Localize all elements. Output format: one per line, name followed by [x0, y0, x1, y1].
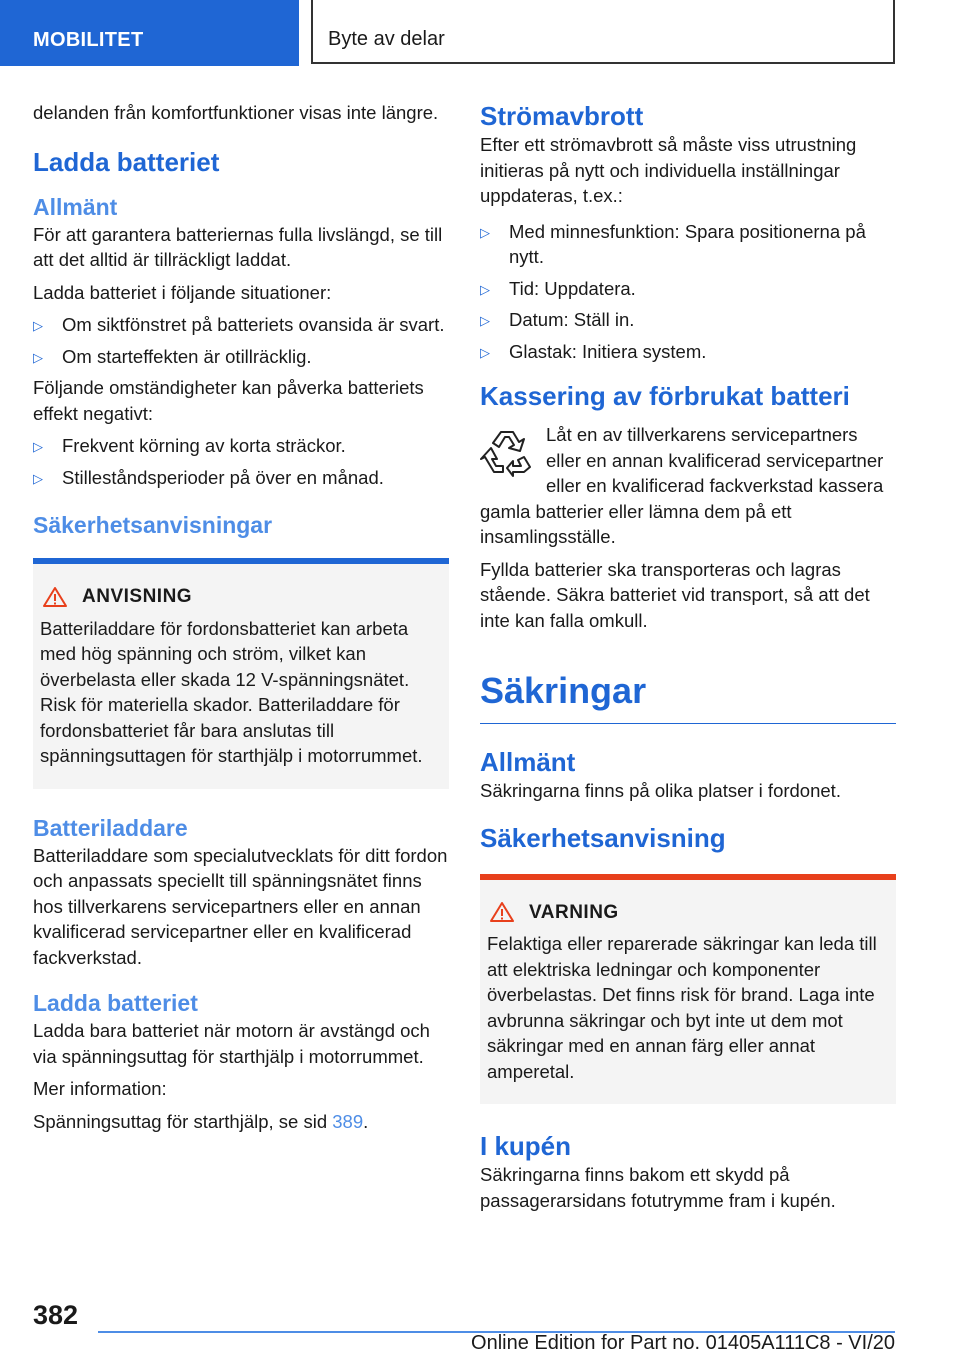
- kupe-text: Säkringarna finns bakom ett skydd på passagerarsidans fotutrymme fram i kupén.: [480, 1164, 836, 1211]
- list-item: ▷ Tid: Uppdatera.: [480, 276, 896, 302]
- page-number: 382: [33, 1300, 79, 1330]
- triangle-bullet-icon: ▷: [33, 439, 43, 454]
- footer-edition: Online Edition for Part no. 01405A111C8 - VI/20: [471, 1332, 895, 1354]
- warning-title: VARNING: [529, 901, 619, 923]
- heading-batteriladdare: Batteriladdare: [33, 814, 188, 841]
- warning-text: Felaktiga eller reparerade säkringar kan leda till att elektriska ledningar och komponenter överbelastas. Det finns risk för brand. Laga inte avbrunna säkringar och byt inte ut dem mot säkringar med en annan färg eller annat amperetal.: [487, 933, 877, 1082]
- reference-text: Spänningsuttag för starthjälp, se sid 389.: [33, 1110, 369, 1132]
- warning-box: [480, 874, 896, 1105]
- chapter-tab[interactable]: MOBILITET: [0, 0, 299, 66]
- list-item: ▷ Med minnesfunktion: Spara positionerna på nytt.: [480, 220, 866, 267]
- mer-information: Mer information:: [33, 1078, 167, 1099]
- list-item: ▷ Om siktfönstret på batteriets ovansida är svart.: [33, 312, 449, 338]
- allmant-text: För att garantera batteriernas fulla livslängd, se till att det alltid är tillräckligt laddat.: [33, 223, 443, 270]
- notice-box: [33, 558, 449, 789]
- omstandigheter-list: [33, 433, 449, 490]
- left-column: [33, 100, 449, 1141]
- heading-allmant: Allmänt: [33, 193, 118, 220]
- heading-i-kupen: I kupén: [480, 1131, 572, 1161]
- heading-stromavbrott: Strömavbrott: [480, 101, 644, 131]
- list-item: ▷ Om starteffekten är otillräcklig.: [33, 344, 449, 370]
- list-item: ▷ Frekvent körning av korta sträckor.: [33, 433, 449, 459]
- warning-triangle-icon: [42, 586, 68, 608]
- omstandigheter-text: Följande omständigheter kan påverka batteriets effekt negativt:: [33, 377, 424, 424]
- heading-ladda-batteriet: Ladda batteriet: [33, 146, 220, 177]
- triangle-bullet-icon: ▷: [480, 344, 490, 360]
- list-item: ▷ Datum: Ställ in.: [480, 307, 896, 333]
- notice-text: Batteriladdare för fordonsbatteriet kan arbeta med hög spänning och ström, vilket kan överbelasta eller skada 12 V-spänningsnätet. Risk för materiella skador. Batteriladdare för fordonsbatteriet får bara anslutas till spänningsuttagen för starthjälp i motorrummet.: [40, 617, 423, 766]
- triangle-bullet-icon: ▷: [480, 281, 490, 297]
- page-link[interactable]: 389: [332, 1110, 364, 1132]
- heading-sakerhetsanvisning: Säkerhetsanvisning: [480, 822, 726, 853]
- triangle-bullet-icon: ▷: [33, 470, 43, 486]
- heading-ladda-batteriet-2: Ladda batteriet: [33, 990, 198, 1016]
- situationer-text: Ladda batteriet i följande situationer:: [33, 281, 332, 303]
- heading-sakerhetsanvisningar: Säkerhetsanvisningar: [33, 512, 273, 538]
- heading-sakringar: Säkringar: [480, 669, 896, 724]
- stromavbrott-list: [480, 219, 896, 365]
- triangle-bullet-icon: ▷: [33, 349, 43, 365]
- fyllda-text: Fyllda batterier ska transporteras och lagras stående. Säkra batteriet vid transport, så att det inte kan falla omkull.: [480, 558, 870, 631]
- sakringar-allmant-text: Säkringarna finns på olika platser i fordonet.: [480, 780, 841, 801]
- notice-title: ANVISNING: [82, 586, 193, 607]
- triangle-bullet-icon: ▷: [480, 224, 490, 240]
- right-column: [480, 100, 896, 1220]
- ladda-text: Ladda bara batteriet när motorn är avstängd och via spänningsuttag för starthjälp i motorrummet.: [33, 1020, 430, 1067]
- recycle-icon: [480, 426, 534, 478]
- heading-kassering: Kassering av förbrukat batteri: [480, 381, 850, 411]
- kassering-text: Låt en av tillverkarens servicepartners eller en annan kvalificerad servicepartner eller en kvalificerad fackverkstad kassera gamla batterier eller lämna dem på ett insamlingsställe.: [480, 424, 884, 547]
- warning-triangle-icon: [489, 901, 515, 923]
- triangle-bullet-icon: ▷: [480, 313, 490, 328]
- page-header: [0, 0, 960, 66]
- intro-text: delanden från komfortfunktioner visas inte längre.: [33, 102, 439, 123]
- section-title: Byte av delar: [311, 0, 895, 64]
- list-item: ▷ Glastak: Initiera system.: [480, 339, 896, 365]
- stromavbrott-text: Efter ett strömavbrott så måste viss utrustning initieras på nytt och individuella inställningar uppdateras, t.ex.:: [480, 134, 857, 206]
- batteriladdare-text: Batteriladdare som specialutvecklats för ditt fordon och anpassats speciellt till spänningsnätet finns hos tillverkarens servicepartners eller en annan kvalificerad servicepartner eller en kvalificerad fackverkstad.: [33, 844, 448, 968]
- situationer-list: [33, 312, 449, 369]
- triangle-bullet-icon: ▷: [33, 318, 43, 333]
- heading-allmant-right: Allmänt: [480, 747, 576, 777]
- list-item: ▷ Stilleståndsperioder på över en månad.: [33, 465, 449, 491]
